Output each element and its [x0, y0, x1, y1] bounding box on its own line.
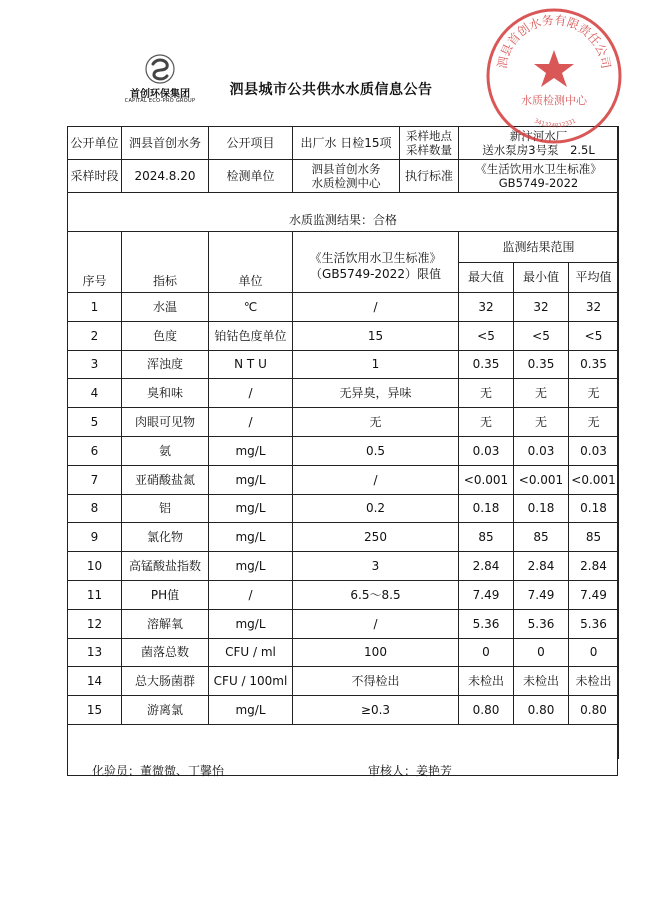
table-row: [68, 609, 619, 638]
water-quality-table: [67, 126, 619, 759]
cell-max: 2.84: [459, 552, 514, 581]
svg-text:341324012331: [533, 117, 577, 129]
cell-avg: 7.49: [569, 580, 619, 609]
cell-limit: 6.5～8.5: [293, 580, 459, 609]
header-row-1: [68, 232, 619, 263]
cell-max: 0.03: [459, 436, 514, 465]
cell-min: 0.03: [514, 436, 569, 465]
cell-no: 5: [68, 408, 122, 437]
cell-max: 0: [459, 638, 514, 667]
cell-max: 0.80: [459, 696, 514, 725]
cell-limit: 不得检出: [293, 667, 459, 696]
table-row: [68, 494, 619, 523]
cell-unit: N T U: [209, 350, 293, 379]
table-row: [68, 638, 619, 667]
cell-no: 3: [68, 350, 122, 379]
sampling-location-value: 新汴河水厂: [509, 129, 568, 143]
cell-no: 1: [68, 293, 122, 322]
cell-indicator: 水温: [122, 293, 209, 322]
cell-unit: CFU / ml: [209, 638, 293, 667]
standard-label: 执行标准: [404, 169, 453, 183]
cell-limit: 无异臭，异味: [293, 379, 459, 408]
table-row: [68, 436, 619, 465]
publish-item-label: 公开项目: [209, 127, 293, 160]
table-row: [68, 293, 619, 322]
table-row: [68, 667, 619, 696]
sampling-quantity-value: 送水泵房3号泵 2.5L: [482, 143, 595, 157]
publish-item-value: 出厂水 日检15项: [293, 127, 400, 159]
cell-no: 12: [68, 609, 122, 638]
cell-avg: 无: [569, 379, 619, 408]
cell-unit: 铂钴色度单位: [209, 321, 293, 350]
cell-no: 14: [68, 667, 122, 696]
table-row: [68, 379, 619, 408]
col-limit-header-line-2: （GB5749-2022）限值: [310, 267, 441, 281]
cell-max: 0.18: [459, 494, 514, 523]
col-range-header: 监测结果范围: [459, 232, 619, 263]
cell-limit: 1: [293, 350, 459, 379]
cell-unit: CFU / 100ml: [209, 667, 293, 696]
cell-limit: /: [293, 609, 459, 638]
cell-min: 32: [514, 293, 569, 322]
col-avg-header: 平均值: [569, 262, 619, 293]
cell-indicator: PH值: [122, 580, 209, 609]
cell-max: <0.001: [459, 465, 514, 494]
cell-min: 2.84: [514, 552, 569, 581]
publish-unit-label: 公开单位: [68, 127, 122, 160]
official-seal-stamp: [482, 4, 626, 148]
col-limit-header-line-1: 《生活饮用水卫生标准》: [309, 251, 442, 265]
table-row: [68, 465, 619, 494]
cell-indicator: 总大肠菌群: [122, 667, 209, 696]
cell-indicator: 菌落总数: [122, 638, 209, 667]
cell-unit: mg/L: [209, 696, 293, 725]
cell-indicator: 铝: [122, 494, 209, 523]
table-row: [68, 321, 619, 350]
cell-min: 未检出: [514, 667, 569, 696]
table-row: [68, 580, 619, 609]
cell-min: 7.49: [514, 580, 569, 609]
cell-min: 0.18: [514, 494, 569, 523]
testing-unit-value: [293, 160, 400, 192]
cell-avg: 未检出: [569, 667, 619, 696]
cell-limit: 0.2: [293, 494, 459, 523]
cell-max: <5: [459, 321, 514, 350]
cell-max: 无: [459, 379, 514, 408]
publish-item-cell: [293, 127, 459, 160]
cell-avg: 0.03: [569, 436, 619, 465]
cell-avg: <5: [569, 321, 619, 350]
cell-indicator: 色度: [122, 321, 209, 350]
col-min-header: 最小值: [514, 262, 569, 293]
cell-indicator: 臭和味: [122, 379, 209, 408]
cell-no: 13: [68, 638, 122, 667]
cell-max: 32: [459, 293, 514, 322]
cell-no: 15: [68, 696, 122, 725]
cell-avg: 2.84: [569, 552, 619, 581]
cell-avg: 0.35: [569, 350, 619, 379]
cell-indicator: 浑浊度: [122, 350, 209, 379]
sampling-quantity-label: 采样数量: [406, 143, 452, 157]
seal-subtext: 水质检测中心: [521, 94, 587, 107]
seal-text: 泗县首创水务有限责任公司: [494, 12, 614, 70]
cell-max: 0.35: [459, 350, 514, 379]
cell-no: 10: [68, 552, 122, 581]
cell-min: 0.35: [514, 350, 569, 379]
cell-unit: /: [209, 379, 293, 408]
col-no-header: 序号: [68, 232, 122, 293]
standard-value-line-1: 《生活饮用水卫生标准》: [475, 162, 602, 176]
cell-limit: 无: [293, 408, 459, 437]
cell-max: 5.36: [459, 609, 514, 638]
cell-unit: mg/L: [209, 465, 293, 494]
logo-chinese-name: 首创环保集团: [130, 89, 190, 100]
testing-unit-cell: [293, 160, 459, 193]
cell-no: 2: [68, 321, 122, 350]
sampling-location-label: 采样地点: [406, 129, 452, 143]
cell-avg: 无: [569, 408, 619, 437]
sampling-time-value: 2024.8.20: [122, 160, 209, 193]
cell-indicator: 氨: [122, 436, 209, 465]
cell-limit: ≥0.3: [293, 696, 459, 725]
table-row: [68, 408, 619, 437]
cell-min: <5: [514, 321, 569, 350]
col-max-header: 最大值: [459, 262, 514, 293]
sampling-time-label: 采样时段: [68, 160, 122, 193]
cell-indicator: 氯化物: [122, 523, 209, 552]
result-title-row: [68, 209, 619, 232]
cell-no: 7: [68, 465, 122, 494]
blank-tail-row: [68, 724, 619, 759]
cell-limit: 0.5: [293, 436, 459, 465]
page-title: 泗县城市公共供水水质信息公告: [229, 82, 433, 98]
cell-indicator: 游离氯: [122, 696, 209, 725]
cell-indicator: 溶解氧: [122, 609, 209, 638]
seal-digits: 341324012331: [533, 117, 577, 130]
testing-unit-label: 检测单位: [209, 160, 293, 193]
col-limit-header: [293, 232, 459, 293]
cell-min: 0.80: [514, 696, 569, 725]
cell-avg: 0.80: [569, 696, 619, 725]
col-indicator-header: 指标: [122, 232, 209, 293]
publish-unit-value: 泗县首创水务: [122, 127, 209, 160]
cell-avg: 32: [569, 293, 619, 322]
cell-no: 9: [68, 523, 122, 552]
tester-signature: 化验员：董微微、丁馨怡: [92, 764, 225, 778]
cell-min: 85: [514, 523, 569, 552]
cell-unit: /: [209, 408, 293, 437]
cell-no: 11: [68, 580, 122, 609]
cell-unit: ℃: [209, 293, 293, 322]
cell-avg: 0: [569, 638, 619, 667]
cell-min: 5.36: [514, 609, 569, 638]
cell-unit: mg/L: [209, 436, 293, 465]
reviewer-signature: 审核人：姜艳芳: [368, 764, 453, 778]
cell-min: 0: [514, 638, 569, 667]
data-rows: [68, 293, 619, 759]
sampling-labels: [400, 127, 458, 159]
testing-unit-line-2: 水质检测中心: [311, 176, 381, 190]
cell-unit: /: [209, 580, 293, 609]
testing-unit-line-1: 泗县首创水务: [311, 162, 381, 176]
cell-min: 无: [514, 408, 569, 437]
cell-unit: mg/L: [209, 494, 293, 523]
cell-max: 无: [459, 408, 514, 437]
table-row: [68, 350, 619, 379]
table-row: [68, 696, 619, 725]
cell-avg: 0.18: [569, 494, 619, 523]
cell-min: 无: [514, 379, 569, 408]
cell-limit: /: [293, 293, 459, 322]
cell-unit: mg/L: [209, 523, 293, 552]
cell-limit: 250: [293, 523, 459, 552]
cell-avg: 85: [569, 523, 619, 552]
cell-indicator: 高锰酸盐指数: [122, 552, 209, 581]
cell-no: 6: [68, 436, 122, 465]
cell-max: 未检出: [459, 667, 514, 696]
table-row: [68, 523, 619, 552]
cell-unit: mg/L: [209, 609, 293, 638]
cell-limit: /: [293, 465, 459, 494]
cell-indicator: 亚硝酸盐氮: [122, 465, 209, 494]
cell-avg: 5.36: [569, 609, 619, 638]
result-title: 水质监测结果：合格: [68, 209, 619, 232]
cell-indicator: 肉眼可见物: [122, 408, 209, 437]
cell-limit: 3: [293, 552, 459, 581]
logo-english-name: CAPITAL ECO-PRO GROUP: [124, 98, 196, 104]
spacer-row: [68, 193, 619, 210]
standard-value: [459, 160, 619, 193]
col-unit-header: 单位: [209, 232, 293, 293]
table-row: [68, 552, 619, 581]
meta-row-2: [68, 160, 619, 193]
standard-value-line-2: GB5749-2022: [498, 176, 579, 190]
cell-max: 7.49: [459, 580, 514, 609]
cell-no: 4: [68, 379, 122, 408]
cell-avg: <0.001: [569, 465, 619, 494]
cell-limit: 15: [293, 321, 459, 350]
cell-max: 85: [459, 523, 514, 552]
cell-unit: mg/L: [209, 552, 293, 581]
cell-min: <0.001: [514, 465, 569, 494]
cell-limit: 100: [293, 638, 459, 667]
cell-no: 8: [68, 494, 122, 523]
